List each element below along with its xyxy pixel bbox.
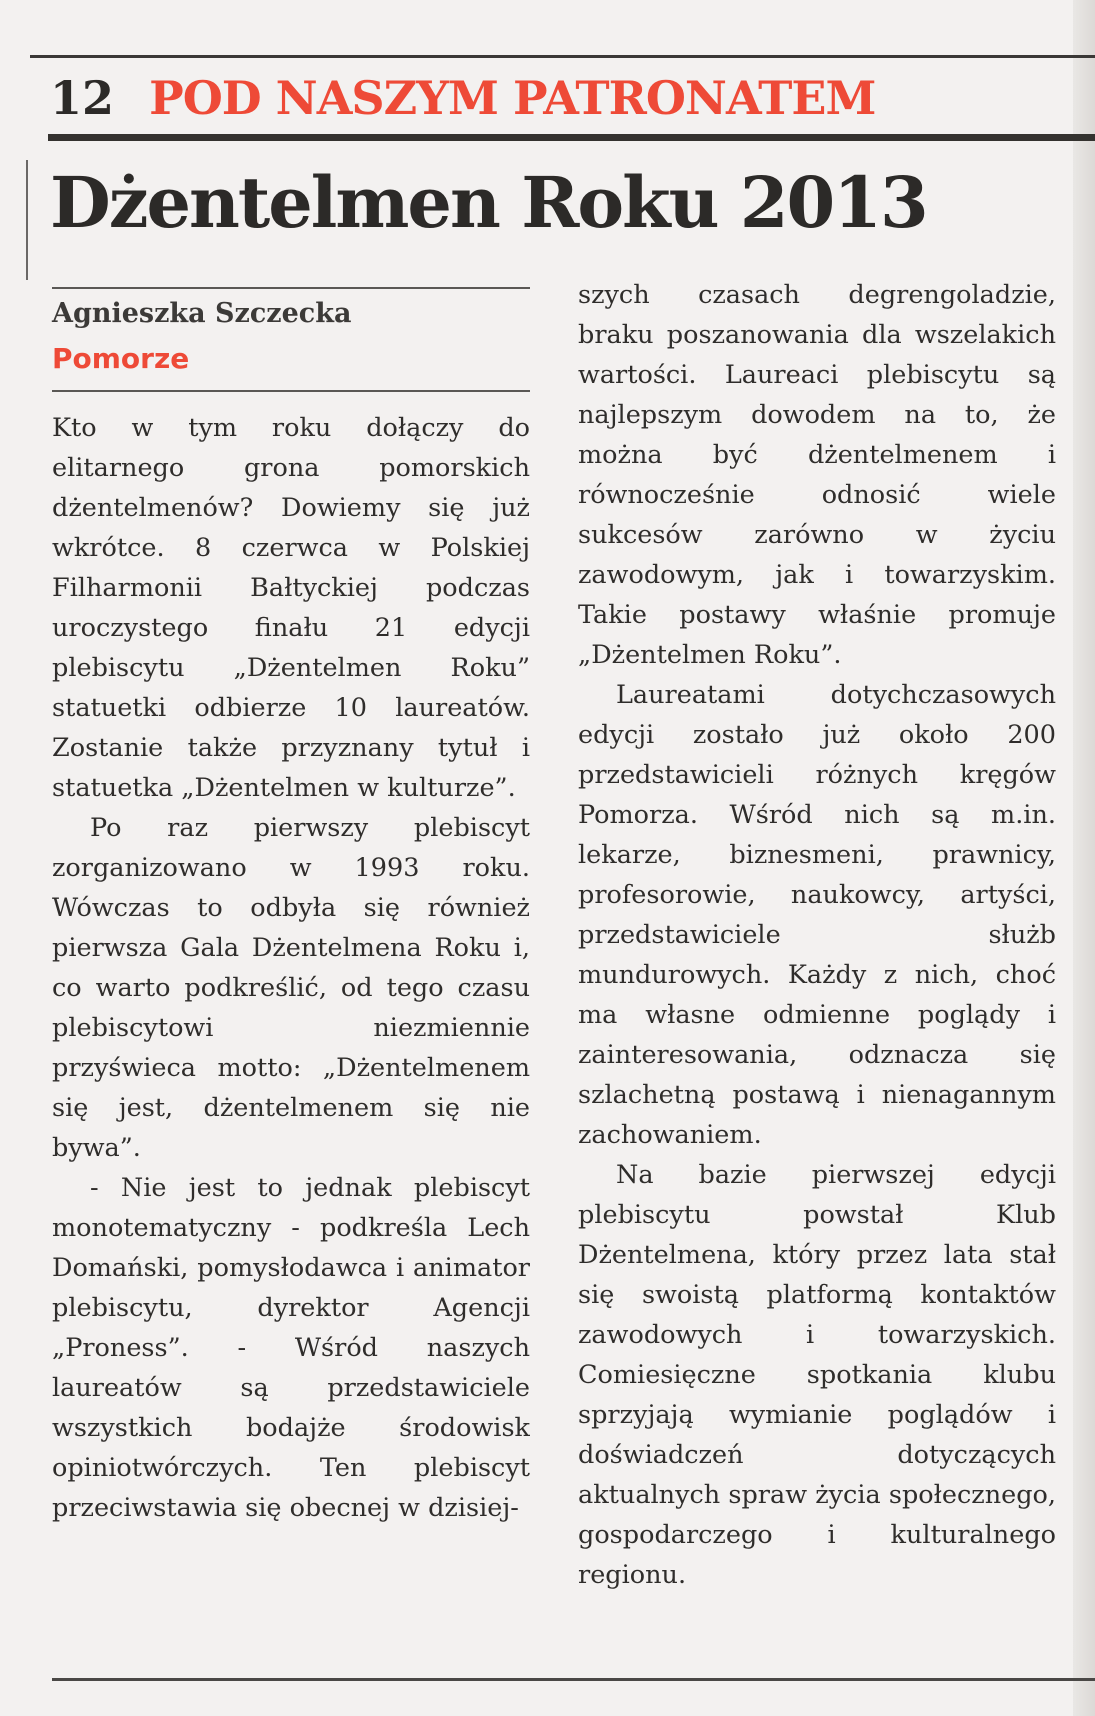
byline-top-rule xyxy=(52,287,530,289)
paragraph: Po raz pierwszy plebiscyt zorganizowano w 1993 roku. Wówczas to odbyła się również pierwsza Gala Dżentelmena Roku i, co warto podkreślić, od tego czasu plebiscytowi niezmiennie przyświeca motto: „Dżentelmenem się jest, dżentelmenem się nie bywa”. xyxy=(52,813,530,1163)
article-headline: Dżentelmen Roku 2013 xyxy=(50,161,927,244)
bottom-rule xyxy=(52,1678,1095,1681)
header-rule xyxy=(48,134,1095,141)
top-rule xyxy=(30,55,1095,58)
paragraph: Kto w tym roku dołączy do elitarnego grona pomorskich dżentelmenów? Dowiemy się już wkrótce. 8 czerwca w Polskiej Filharmonii Bałtyckiej podczas uroczystego finału 21 edycji plebiscytu „Dżentelmen Roku” statuetki odbierze 10 laureatów. Zostanie także przyznany tytuł i statuetka „Dżentelmen w kulturze”. xyxy=(52,413,530,803)
paragraph: Laureatami dotychczasowych edycji zostało już około 200 przedstawicieli różnych kręgów Pomorza. Wśród nich są m.in. lekarze, biznesmeni, prawnicy, profesorowie, naukowcy, artyści, przedstawiciele służb mundurowych. Każdy z nich, choć ma własne odmienne poglądy i zainteresowania, odznacza się szlachetną postawą i nienagannym zachowaniem. xyxy=(578,680,1056,1150)
article-region: Pomorze xyxy=(52,342,190,375)
margin-mark xyxy=(26,160,28,280)
byline-bottom-rule xyxy=(52,390,530,392)
article-column-right xyxy=(578,275,1056,1650)
section-title: POD NASZYM PATRONATEM xyxy=(149,71,876,125)
page-number: 12 xyxy=(50,71,115,125)
page-header xyxy=(50,68,1095,128)
article-column-left xyxy=(52,408,530,1648)
page-edge xyxy=(1073,0,1095,1716)
paragraph: - Nie jest to jednak plebiscyt monotematyczny - podkreśla Lech Domański, pomysłodawca i animator plebiscytu, dyrektor Agencji „Proness”. - Wśród naszych laureatów są przedstawiciele wszystkich bodajże środowisk opiniotwórczych. Ten plebiscyt przeciwstawia się obecnej w dzisiej- xyxy=(52,1173,530,1523)
paragraph: Na bazie pierwszej edycji plebiscytu powstał Klub Dżentelmena, który przez lata stał się swoistą platformą kontaktów zawodowych i towarzyskich. Comiesięczne spotkania klubu sprzyjają wymianie poglądów i doświadczeń dotyczących aktualnych spraw życia społecznego, gospodarczego i kulturalnego regionu. xyxy=(578,1160,1056,1590)
paragraph: szych czasach degrengoladzie, braku poszanowania dla wszelakich wartości. Laureaci plebiscytu są najlepszym dowodem na to, że można być dżentelmenem i równocześnie odnosić wiele sukcesów zarówno w życiu zawodowym, jak i towarzyskim. Takie postawy właśnie promuje „Dżentelmen Roku”. xyxy=(578,280,1056,670)
article-author: Agnieszka Szczecka xyxy=(52,298,352,329)
